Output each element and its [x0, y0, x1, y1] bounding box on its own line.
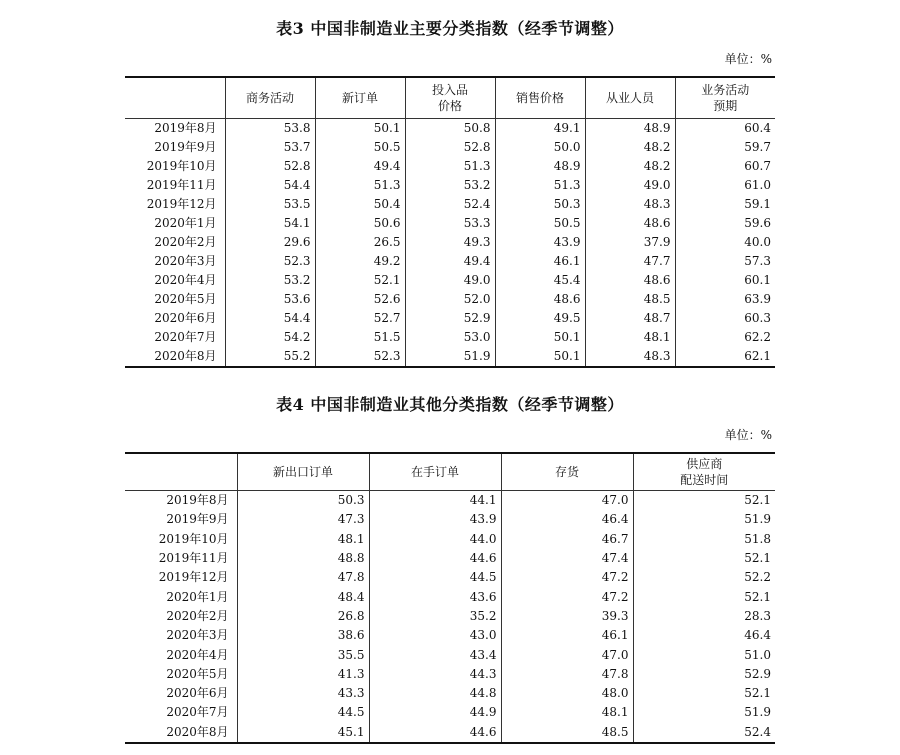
table-cell: 54.4 — [225, 176, 315, 195]
table-cell: 53.3 — [405, 214, 495, 233]
table-cell: 48.6 — [495, 290, 585, 309]
table-cell: 62.2 — [675, 328, 775, 347]
table4-header-cell: 供应商 配送时间 — [633, 453, 775, 491]
table-cell: 48.2 — [585, 157, 675, 176]
table4-header-cell: 存货 — [501, 453, 633, 491]
table-cell: 52.8 — [225, 157, 315, 176]
table-cell: 44.6 — [369, 723, 501, 743]
row-label: 2019年12月 — [146, 197, 217, 211]
table-cell: 51.9 — [405, 347, 495, 367]
table3-body — [125, 119, 775, 368]
table4-body — [125, 491, 775, 743]
table3-header-cell: 业务活动 预期 — [675, 77, 775, 119]
row-label: 2019年8月 — [154, 121, 217, 135]
row-label: 2020年7月 — [166, 705, 229, 720]
table-cell: 44.0 — [369, 530, 501, 549]
table-cell: 49.5 — [495, 309, 585, 328]
row-label: 2019年11月 — [146, 178, 217, 192]
table-cell: 48.5 — [585, 290, 675, 309]
table-cell: 52.3 — [225, 252, 315, 271]
table-cell: 50.5 — [495, 214, 585, 233]
table-cell: 48.2 — [585, 138, 675, 157]
table-cell: 35.5 — [237, 645, 369, 664]
row-label: 2020年8月 — [166, 724, 229, 739]
table-cell: 45.4 — [495, 271, 585, 290]
table-cell: 47.0 — [501, 491, 633, 511]
table-cell: 52.9 — [405, 309, 495, 328]
row-label: 2019年10月 — [146, 159, 217, 173]
table-cell: 44.5 — [237, 703, 369, 722]
table-cell: 37.9 — [585, 233, 675, 252]
table3-header-cell: 商务活动 — [225, 77, 315, 119]
table-cell: 62.1 — [675, 347, 775, 367]
table-row — [125, 530, 775, 549]
table-cell: 54.4 — [225, 309, 315, 328]
table3-title: 表3 中国非制造业主要分类指数（经季节调整） — [276, 19, 624, 38]
table-row — [125, 491, 775, 511]
row-label: 2020年6月 — [166, 686, 229, 701]
table-row — [125, 138, 775, 157]
table-cell: 52.4 — [633, 723, 775, 743]
table-cell: 46.1 — [501, 626, 633, 645]
table-cell: 50.1 — [495, 347, 585, 367]
table-cell: 46.4 — [633, 626, 775, 645]
table-cell: 53.2 — [225, 271, 315, 290]
table-cell: 47.7 — [585, 252, 675, 271]
table-cell: 49.2 — [315, 252, 405, 271]
table3-header-cell — [125, 77, 225, 119]
table-cell: 52.7 — [315, 309, 405, 328]
table-cell: 50.6 — [315, 214, 405, 233]
row-label: 2020年7月 — [154, 330, 217, 344]
table-cell: 48.3 — [585, 347, 675, 367]
table-cell: 47.2 — [501, 568, 633, 587]
table-cell: 59.6 — [675, 214, 775, 233]
table-cell: 51.5 — [315, 328, 405, 347]
table-cell: 52.3 — [315, 347, 405, 367]
table-row — [125, 290, 775, 309]
table-cell: 59.1 — [675, 195, 775, 214]
table-cell: 53.0 — [405, 328, 495, 347]
table-cell: 60.7 — [675, 157, 775, 176]
table-row — [125, 723, 775, 743]
table-cell: 51.0 — [633, 645, 775, 664]
table-cell: 53.7 — [225, 138, 315, 157]
table-cell: 52.1 — [633, 549, 775, 568]
table-cell: 48.8 — [237, 549, 369, 568]
table-cell: 49.0 — [585, 176, 675, 195]
row-label: 2020年1月 — [154, 216, 217, 230]
table-cell: 44.5 — [369, 568, 501, 587]
table-cell: 48.7 — [585, 309, 675, 328]
table-cell: 48.0 — [501, 684, 633, 703]
table-row — [125, 684, 775, 703]
table-cell: 57.3 — [675, 252, 775, 271]
row-label: 2020年3月 — [154, 254, 217, 268]
table-row — [125, 195, 775, 214]
table-cell: 43.0 — [369, 626, 501, 645]
table-cell: 60.4 — [675, 119, 775, 139]
table-cell: 47.2 — [501, 587, 633, 606]
table-cell: 48.1 — [585, 328, 675, 347]
row-label: 2020年1月 — [166, 589, 229, 604]
table-cell: 60.1 — [675, 271, 775, 290]
table-cell: 50.3 — [495, 195, 585, 214]
table-cell: 49.4 — [315, 157, 405, 176]
table-cell: 26.8 — [237, 607, 369, 626]
table-row — [125, 703, 775, 722]
table-cell: 47.3 — [237, 510, 369, 529]
table-cell: 55.2 — [225, 347, 315, 367]
table-cell: 48.4 — [237, 587, 369, 606]
table-cell: 48.3 — [585, 195, 675, 214]
table4-title: 表4 中国非制造业其他分类指数（经季节调整） — [276, 395, 624, 414]
table-cell: 50.1 — [315, 119, 405, 139]
table-cell: 48.5 — [501, 723, 633, 743]
row-label: 2020年3月 — [166, 628, 229, 643]
table-row — [125, 176, 775, 195]
row-label: 2019年10月 — [158, 531, 229, 546]
table-row — [125, 119, 775, 139]
table-cell: 26.5 — [315, 233, 405, 252]
table-row — [125, 271, 775, 290]
table-cell: 35.2 — [369, 607, 501, 626]
table3-header-cell: 销售价格 — [495, 77, 585, 119]
table-cell: 45.1 — [237, 723, 369, 743]
table4-header-cell: 新出口订单 — [237, 453, 369, 491]
table-cell: 52.4 — [405, 195, 495, 214]
table-cell: 46.7 — [501, 530, 633, 549]
table-cell: 47.8 — [501, 665, 633, 684]
row-label: 2020年5月 — [166, 666, 229, 681]
table-cell: 43.4 — [369, 645, 501, 664]
table-cell: 50.1 — [495, 328, 585, 347]
table-cell: 51.3 — [405, 157, 495, 176]
row-label: 2020年5月 — [154, 292, 217, 306]
row-label: 2019年8月 — [166, 493, 229, 508]
table-cell: 51.9 — [633, 510, 775, 529]
table-row — [125, 252, 775, 271]
table-cell: 50.4 — [315, 195, 405, 214]
table-row — [125, 233, 775, 252]
table4-header-cell — [125, 453, 237, 491]
table-row — [125, 607, 775, 626]
table-cell: 60.3 — [675, 309, 775, 328]
table-cell: 54.2 — [225, 328, 315, 347]
table-cell: 53.2 — [405, 176, 495, 195]
table-row — [125, 214, 775, 233]
table-cell: 28.3 — [633, 607, 775, 626]
table-cell: 40.0 — [675, 233, 775, 252]
table-cell: 48.6 — [585, 214, 675, 233]
table-cell: 54.1 — [225, 214, 315, 233]
table-cell: 63.9 — [675, 290, 775, 309]
table-cell: 50.0 — [495, 138, 585, 157]
table-cell: 47.4 — [501, 549, 633, 568]
table-cell: 29.6 — [225, 233, 315, 252]
table-cell: 48.9 — [585, 119, 675, 139]
table-row — [125, 157, 775, 176]
table-row — [125, 665, 775, 684]
table-cell: 52.2 — [633, 568, 775, 587]
table3-header-cell: 新订单 — [315, 77, 405, 119]
table-row — [125, 549, 775, 568]
table-cell: 50.8 — [405, 119, 495, 139]
table-cell: 48.1 — [237, 530, 369, 549]
table-cell: 47.0 — [501, 645, 633, 664]
table-cell: 49.4 — [405, 252, 495, 271]
table-cell: 39.3 — [501, 607, 633, 626]
table-cell: 46.4 — [501, 510, 633, 529]
table-cell: 61.0 — [675, 176, 775, 195]
table-cell: 47.8 — [237, 568, 369, 587]
table-cell: 48.1 — [501, 703, 633, 722]
table-cell: 46.1 — [495, 252, 585, 271]
table-cell: 50.5 — [315, 138, 405, 157]
table-cell: 51.9 — [633, 703, 775, 722]
table4-unit: 单位：% — [724, 428, 772, 442]
row-label: 2019年12月 — [158, 570, 229, 585]
table-cell: 43.3 — [237, 684, 369, 703]
table-cell: 44.8 — [369, 684, 501, 703]
table-cell: 43.6 — [369, 587, 501, 606]
table3-unit: 单位：% — [724, 52, 772, 66]
table-cell: 52.6 — [315, 290, 405, 309]
table-cell: 53.6 — [225, 290, 315, 309]
row-label: 2020年6月 — [154, 311, 217, 325]
table-cell: 52.1 — [633, 491, 775, 511]
table-cell: 50.3 — [237, 491, 369, 511]
row-label: 2019年11月 — [158, 551, 229, 566]
table-cell: 52.1 — [315, 271, 405, 290]
table4 — [125, 452, 775, 744]
table-row — [125, 568, 775, 587]
table-cell: 41.3 — [237, 665, 369, 684]
row-label: 2020年4月 — [154, 273, 217, 287]
row-label: 2020年8月 — [154, 349, 217, 363]
table-row — [125, 626, 775, 645]
table-cell: 51.3 — [315, 176, 405, 195]
table3-header-cell: 从业人员 — [585, 77, 675, 119]
row-label: 2019年9月 — [154, 140, 217, 154]
table-row — [125, 309, 775, 328]
table4-header-row — [125, 453, 775, 491]
table3 — [125, 76, 775, 368]
table-cell: 43.9 — [369, 510, 501, 529]
table-cell: 44.6 — [369, 549, 501, 568]
table-row — [125, 510, 775, 529]
table-cell: 51.3 — [495, 176, 585, 195]
row-label: 2020年4月 — [166, 647, 229, 662]
table-row — [125, 645, 775, 664]
table4-header-cell: 在手订单 — [369, 453, 501, 491]
table-cell: 44.9 — [369, 703, 501, 722]
table-cell: 43.9 — [495, 233, 585, 252]
table-cell: 52.9 — [633, 665, 775, 684]
table-cell: 52.8 — [405, 138, 495, 157]
table-row — [125, 587, 775, 606]
table-cell: 52.0 — [405, 290, 495, 309]
table-cell: 53.8 — [225, 119, 315, 139]
table-cell: 48.6 — [585, 271, 675, 290]
row-label: 2020年2月 — [154, 235, 217, 249]
row-label: 2020年2月 — [166, 608, 229, 623]
table3-header-row — [125, 77, 775, 119]
table-cell: 44.3 — [369, 665, 501, 684]
table3-header-cell: 投入品 价格 — [405, 77, 495, 119]
table-cell: 49.1 — [495, 119, 585, 139]
table-cell: 38.6 — [237, 626, 369, 645]
table-row — [125, 328, 775, 347]
table-cell: 51.8 — [633, 530, 775, 549]
table-cell: 52.1 — [633, 684, 775, 703]
table-cell: 49.0 — [405, 271, 495, 290]
table-cell: 44.1 — [369, 491, 501, 511]
table-cell: 48.9 — [495, 157, 585, 176]
row-label: 2019年9月 — [166, 512, 229, 527]
table-row — [125, 347, 775, 367]
table-cell: 53.5 — [225, 195, 315, 214]
table-cell: 52.1 — [633, 587, 775, 606]
table-cell: 59.7 — [675, 138, 775, 157]
table-cell: 49.3 — [405, 233, 495, 252]
